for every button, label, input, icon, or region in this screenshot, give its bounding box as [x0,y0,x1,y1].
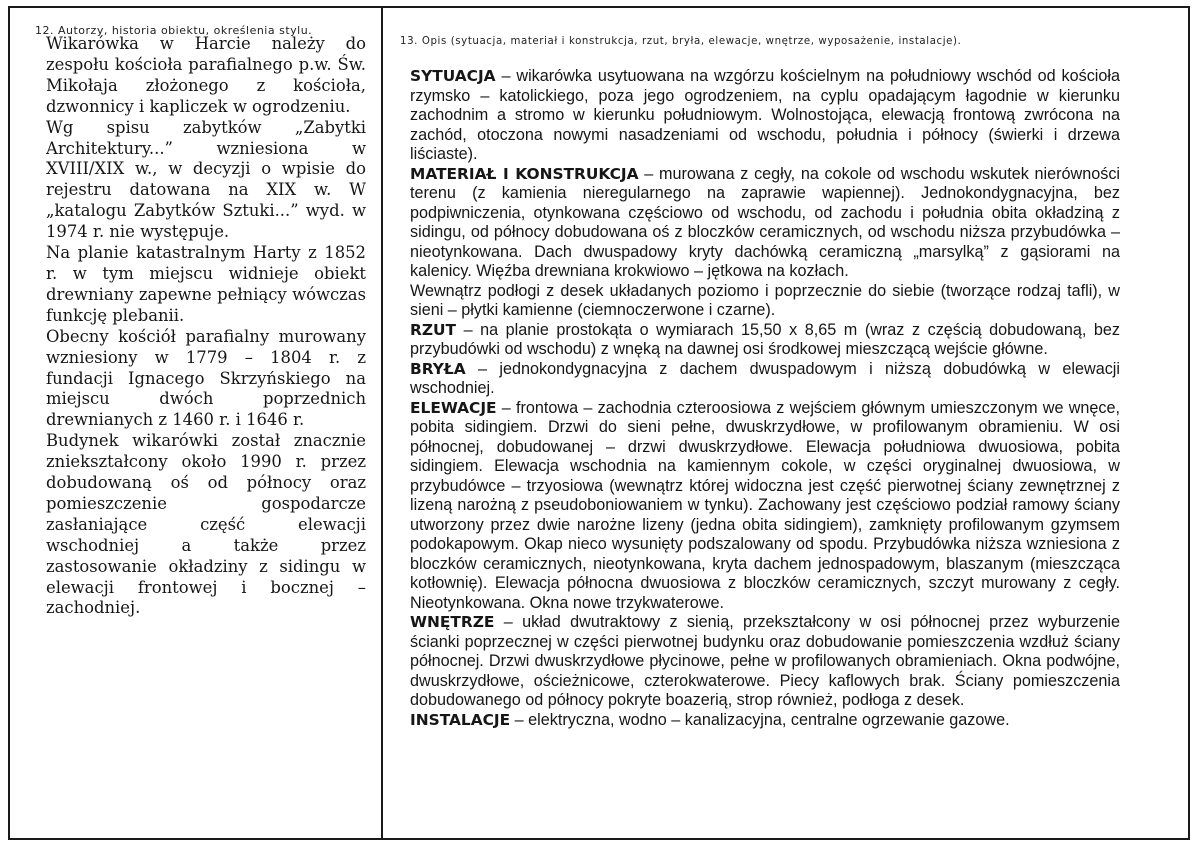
section-situation [410,67,1120,165]
section-text: – jednokondygnacyjna z dachem dwuspadowym i niższą dobudówką w elewacji wschodniej. [410,359,1120,397]
section-label: BRYŁA [410,359,466,378]
section-text: – elektryczna, wodno – kanalizacyjna, centralne ogrzewanie gazowe. [510,710,1010,729]
section-interior [410,613,1120,711]
column-divider [381,6,383,840]
section-elevations [410,399,1120,614]
section-text: – frontowa – zachodnia czteroosiowa z wejściem głównym umieszczonym we wnęce, pobita sidingiem. Drzwi do sieni pełne, dwuskrzydłowe, w profilowanym obramieniu. W osi północnej, dobudowanej – drzwi dwuskrzydłowe. Elewacja południowa dwuosiowa, pobita sidingiem. Elewacja wschodnia na kamiennym cokole, w części oryginalnej dwuosiowa, w przybudówce – trzyosiowa (wewnątrz której widoczna jest część pierwotnej ściany zewnętrznej z lizeną narożną z pseudoboniowaniem w tynku). Zachowany jest częściowo podział ramowy ściany utworzony przez dwie narożne lizeny (jedna obita sidingiem), zamknięty profilowanym gzymsem podokapowym. Okap nieco wysunięty podszalowany od spodu. Przybudówka niższa wzniesiona z bloczków ceramicznych, nieotynkowana, kryta dachem jednospadowym, blaszanym (mieszcząca kotłownię). Elewacja północna dwuosiowa z bloczków ceramicznych, szczyt murowany z cegły. Nieotynkowana. Okna nowe trzykwaterowe. [410,398,1120,612]
left-paragraph: Wg spisu zabytków „Zabytki Architektury...” wzniesiona w XVIII/XIX w., w decyzji o wpisie do rejestru datowana na XIX w. W „katalogu Zabytków Sztuki...” wyd. w 1974 r. nie występuje. [46,117,366,242]
section-label: SYTUACJA [410,67,496,85]
section-label: ELEWACJE [410,398,497,417]
section-interior-floors [410,282,1120,321]
left-paragraph: Obecny kościół parafialny murowany wzniesiony w 1779 – 1804 r. z fundacji Ignacego Skrzyńskiego na miejscu dwóch poprzednich drewnianych z 1460 r. i 1646 r. [46,326,366,430]
section-massing [410,360,1120,399]
section-plan [410,321,1120,360]
section-text: – na planie prostokąta o wymiarach 15,50 x 8,65 m (wraz z częścią dobudowaną, bez przybudówki od wschodu) z wnęką na dawnej osi środkowej mieszczącą wejście główne. [410,320,1120,358]
right-header: 13. Opis (sytuacja, materiał i konstrukcja, rzut, bryła, elewacje, wnętrze, wyposażenie, instalacje). [400,36,962,47]
section-label: MATERIAŁ I KONSTRUKCJA [410,164,639,183]
left-column [46,34,366,619]
left-header: 12. Autorzy, historia obiektu, określenia stylu. [35,24,313,37]
right-column [410,67,1120,730]
section-material [410,165,1120,282]
section-text: – wikarówka usytuowana na wzgórzu kościelnym na południowy wschód od kościoła rzymsko – katolickiego, poza jego ogrodzeniem, na cyplu opadającym łagodnie w kierunku zachodnim a stromo w kierunku południowym. Wolnostojąca, elewacją frontową zwrócona na zachód, otoczona nowymi nasadzeniami od wschodu, południa i północy (świerki i drzewa liściaste). [410,67,1120,163]
section-text: – układ dwutraktowy z sienią, przekształcony w osi północnej przez wyburzenie ścianki poprzecznej w części pierwotnej budynku oraz dobudowanie pomieszczenia wzdłuż ściany północnej. Drzwi dwuskrzydłowe płycinowe, pełne w profilowanych obramieniach. Okna podwójne, dwuskrzydłowe, ościeżnicowe, czterokwaterowe. Piecy kaflowych brak. Ściany pomieszczenia dobudowanego od północy pokryte boazerią, strop również, podłoga z desek. [410,613,1120,709]
section-label: RZUT [410,320,457,339]
section-label: INSTALACJE [410,710,511,729]
section-label: WNĘTRZE [410,613,495,631]
left-paragraph: Na planie katastralnym Harty z 1852 r. w tym miejscu widnieje obiekt drewniany zapewne pełniący wówczas funkcję plebanii. [46,243,366,325]
section-installations [410,711,1120,731]
left-paragraph: Wikarówka w Harcie należy do zespołu kościoła parafialnego p.w. Św. Mikołaja złożonego z kościoła, dzwonnicy i kapliczek w ogrodzeniu. [46,34,366,116]
left-paragraph: Budynek wikarówki został znacznie zniekształcony około 1990 r. przez dobudowaną oś od północy oraz pomieszczenie gospodarcze zasłaniające część elewacji wschodniej a także przez zastosowanie okładziny z sidingu w elewacji frontowej i bocznej – zachodniej. [46,431,366,618]
section-text: Wewnątrz podłogi z desek układanych poziomo i poprzecznie do siebie (tworzące rodzaj tafli), w sieni – płytki kamienne (ciemnoczerwone i czarne). [410,281,1120,319]
section-text: – murowana z cegły, na cokole od wschodu wskutek nierówności terenu (z kamienia nieregularnego na zaprawie wapiennej). Jednokondygnacyjna, bez podpiwniczenia, otynkowana częściowo od wschodu, od zachodu i południa obita okładziną z sidingu, od północy dobudowana oś z bloczków ceramicznych, od wschodu niższa przybudówka – nieotynkowana. Dach dwuspadowy kryty dachówką ceramiczną „marsylką” z gąsiorami na kalenicy. Więźba drewniana krokwiowo – jętkowa na kozłach. [410,164,1121,280]
